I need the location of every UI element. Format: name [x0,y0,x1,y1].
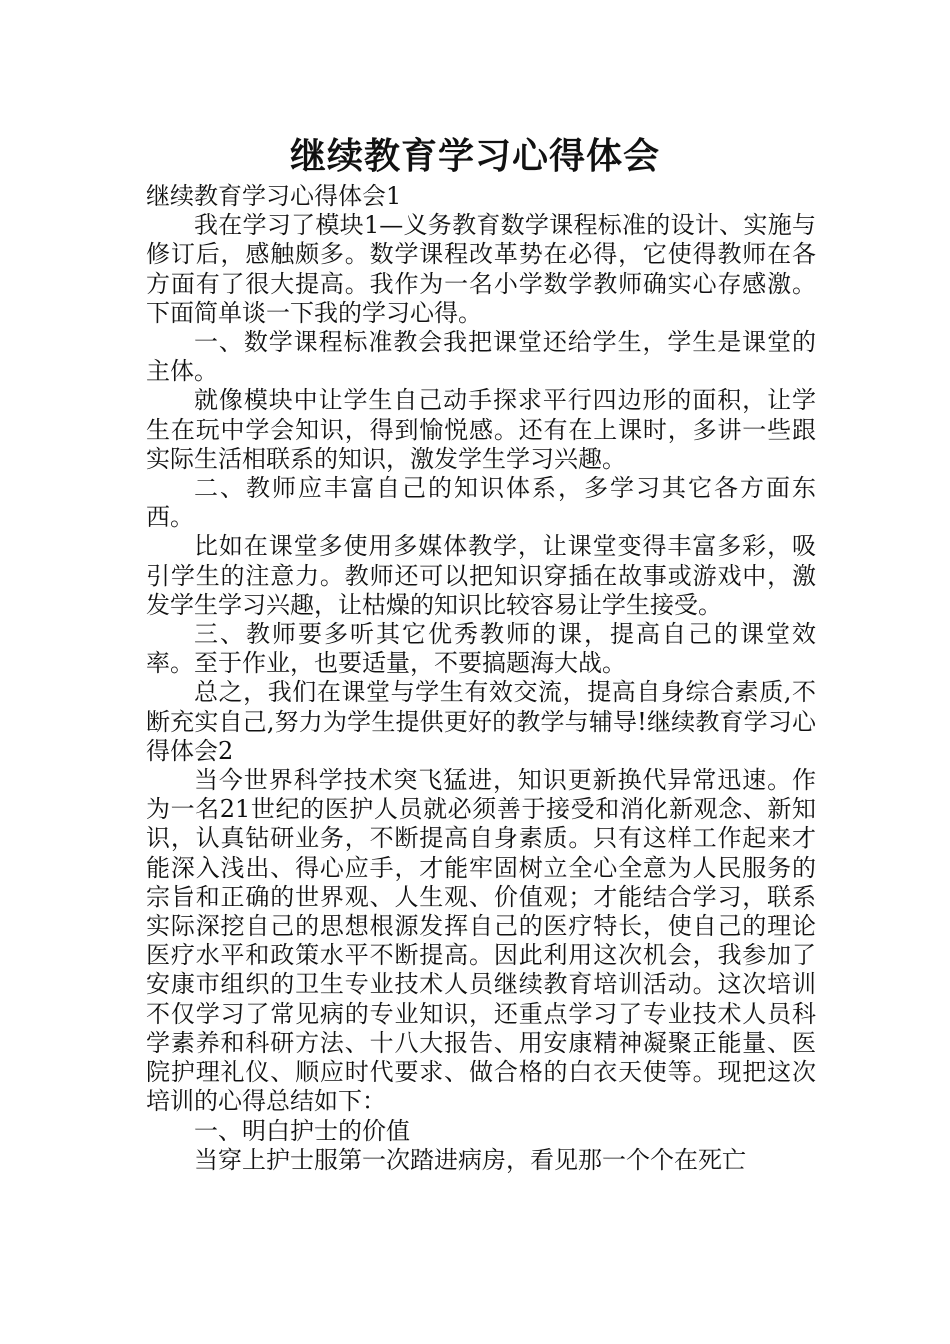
paragraph: 当穿上护士服第一次踏进病房，看见那一个个在死亡 [194,1145,746,1174]
section-heading: 一、明白护士的价值 [194,1116,410,1145]
paragraph: 就像模块中让学生自己动手探求平行四边形的面积，让学生在玩中学会知识，得到愉悦感。还有在上课时，多讲一些跟实际生活相联系的知识，激发学生学习兴趣。 [146,386,816,473]
paragraph: 总之，我们在课堂与学生有效交流，提高自身综合素质,不断充实自己,努力为学生提供更好的教学与辅导!继续教育学习心得体会2 [146,678,816,765]
paragraph: 二、教师应丰富自己的知识体系，多学习其它各方面东西。 [146,474,816,532]
document-title: 继续教育学习心得体会 [289,135,660,177]
paragraph: 三、教师要多听其它优秀教师的课，提高自己的课堂效率。至于作业，也要适量，不要搞题海大战。 [146,620,816,678]
paragraph: 当今世界科学技术突飞猛进，知识更新换代异常迅速。作为一名21世纪的医护人员就必须善于接受和消化新观念、新知识，认真钻研业务，不断提高自身素质。只有这样工作起来才能深入浅出、得心应手，才能牢固树立全心全意为人民服务的宗旨和正确的世界观、人生观、价值观；才能结合学习，联系实际深挖自己的思想根源发挥自己的医疗特长，使自己的理论医疗水平和政策水平不断提高。因此利用这次机会，我参加了安康市组织的卫生专业技术人员继续教育培训活动。这次培训不仅学习了常见病的专业知识，还重点学习了专业技术人员科学素养和科研方法、十八大报告、用安康精神凝聚正能量、医院护理礼仪、顺应时代要求、做合格的白衣天使等。现把这次培训的心得总结如下： [146,766,816,1116]
document-body [146,182,816,1175]
paragraph: 比如在课堂多使用多媒体教学，让课堂变得丰富多彩，吸引学生的注意力。教师还可以把知识穿插在故事或游戏中，激发学生学习兴趣，让枯燥的知识比较容易让学生接受。 [146,532,816,619]
paragraph: 继续教育学习心得体会1 [146,182,402,210]
paragraph: 我在学习了模块1—义务教育数学课程标准的设计、实施与修订后，感触颇多。数学课程改革势在必得，它使得教师在各方面有了很大提高。我作为一名小学数学教师确实心存感激。下面简单谈一下我的学习心得。 [146,211,816,327]
paragraph: 一、数学课程标准教会我把课堂还给学生，学生是课堂的主体。 [146,328,816,386]
